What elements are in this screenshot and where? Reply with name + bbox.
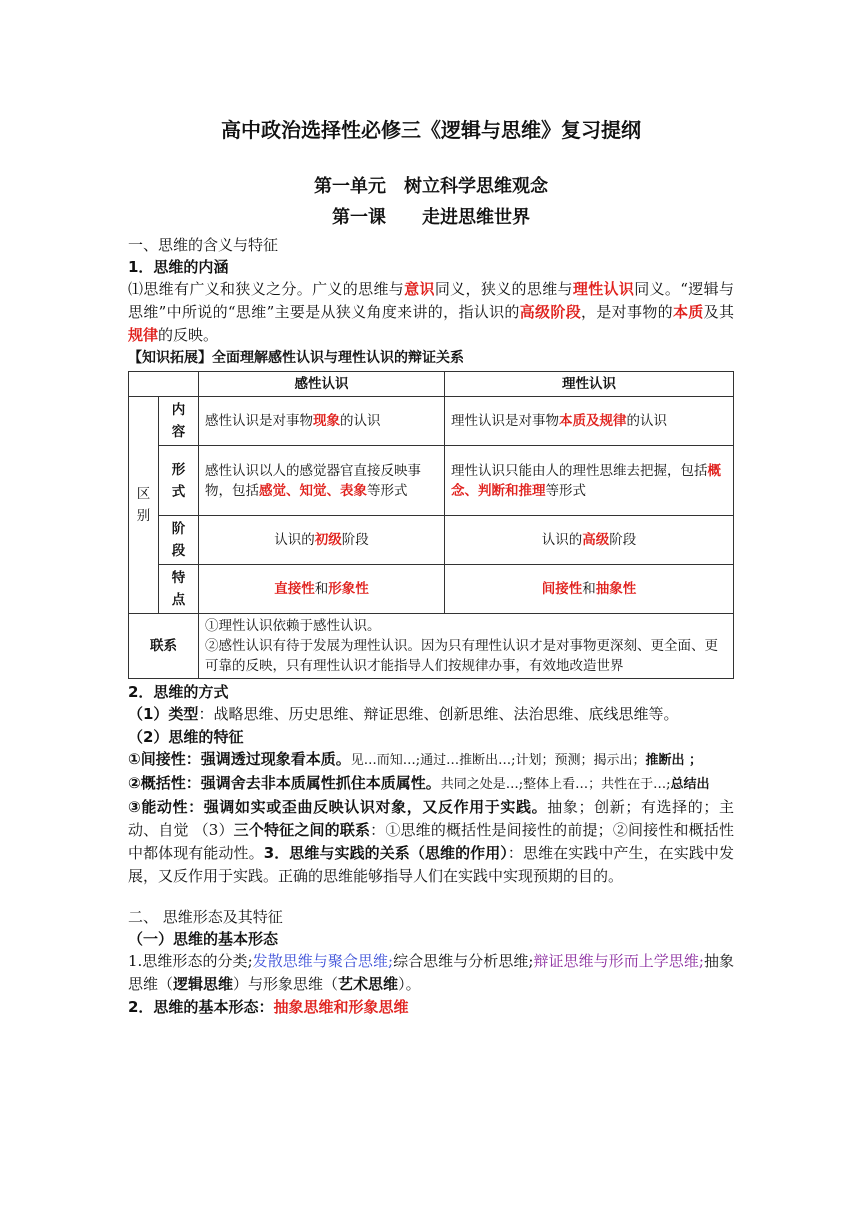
document-page	[128, 100, 734, 1019]
table-cell	[445, 446, 734, 516]
highlight-text: 本质及规律	[559, 413, 627, 429]
text-run: 及其	[703, 303, 734, 321]
highlight-text: 抽象思维和形象思维	[273, 998, 409, 1016]
text-run: 3．思维与实践的关系（思维的作用）	[263, 844, 508, 862]
section-1-heading: 一、思维的含义与特征	[128, 236, 279, 254]
text-run: ）。	[398, 975, 421, 993]
table-row	[129, 614, 734, 679]
unit-heading: 第一单元 树立科学思维观念	[314, 176, 548, 197]
table-row	[129, 397, 734, 446]
text-run: ）与形象思维（	[233, 975, 339, 993]
highlight-text: 高级阶段	[519, 303, 582, 321]
text-run: 共同之处是…;整体上看…；共性在于…;	[440, 777, 671, 792]
text-run: 三个特征之间的联系	[233, 821, 371, 839]
document-title: 高中政治选择性必修三《逻辑与思维》复习提纲	[221, 118, 641, 142]
text-run: 艺术思维	[338, 975, 399, 993]
text-run: 理性认识只能由人的理性思维去把握，包括	[451, 462, 708, 479]
highlight-text: 间接性	[541, 581, 583, 597]
highlight-text: 高级	[582, 532, 610, 548]
text-run: 1.思维形态的分类;	[128, 952, 253, 970]
text-run: 见…而知…;通过…推断出…;计划；预测；揭示出；	[350, 753, 646, 768]
column-header-rational: 理性认识	[445, 372, 734, 397]
text-run: 的认识	[626, 413, 667, 429]
table-cell	[445, 565, 734, 614]
connection-item: ②感性认识有待于发展为理性认识。因为只有理性认识才是对事物更深刻、更全面、更可靠的反映，只有理性认识才能指导人们按规律办事，有效地改造世界	[205, 638, 718, 674]
text-run: 阶段	[609, 532, 637, 548]
text-run: 2．思维的基本形态：	[128, 998, 274, 1016]
table-cell	[199, 446, 445, 516]
table-corner-cell	[129, 372, 199, 397]
text-run: ：战略思维、历史思维、辩证思维、创新思维、法治思维、底线思维等。	[198, 705, 679, 723]
row-label-features	[159, 565, 199, 614]
text-run: 等形式	[545, 482, 586, 499]
connection-item: ①理性认识依赖于感性认识。	[205, 618, 381, 634]
vertical-label: 内容	[171, 402, 186, 440]
highlight-text: 本质	[672, 303, 704, 321]
thinking-types-paragraph	[128, 703, 734, 726]
text-run: 理性认识是对事物	[451, 413, 559, 429]
text-run: 感性认识是对事物	[205, 413, 313, 429]
table-cell	[199, 614, 734, 679]
section-2-heading: 二、 思维形态及其特征	[128, 908, 283, 926]
text-run: 推断出 ；	[645, 753, 702, 768]
text-run: ：思维在实践中产生，在实践中发展，又反作用于实践。正确的思维能够指导人们在实践中实现预期的目的。	[128, 844, 734, 885]
row-label-content	[159, 397, 199, 446]
comparison-table	[128, 371, 734, 679]
subsection-1-1-heading: 1．思维的内涵	[128, 258, 229, 276]
text-run: ，是对事物的	[581, 303, 673, 321]
row-label-connection: 联系	[129, 614, 199, 679]
table-cell	[199, 516, 445, 565]
highlight-text: 规律	[128, 326, 159, 344]
text-run: 总结出	[670, 777, 710, 792]
table-row	[129, 446, 734, 516]
vertical-label: 阶段	[171, 521, 186, 559]
table-row	[129, 565, 734, 614]
highlight-text: 感觉、知觉、表象	[259, 482, 367, 499]
feature-generality	[128, 772, 734, 796]
text-run: 认识的	[274, 532, 315, 548]
text-run: 感性认识以人的感觉器官直接反映事物，包括	[205, 462, 421, 499]
highlight-text: 直接性	[274, 581, 315, 597]
text-run: 和	[314, 581, 329, 597]
text-run: ②概括性：强调舍去非本质属性抓住本质属性。	[128, 774, 441, 792]
vertical-label: 形式	[171, 461, 186, 500]
knowledge-extension-heading: 【知识拓展】全面理解感性认识与理性认识的辩证关系	[128, 350, 464, 366]
text-run: ⑴思维有广义和狭义之分。广义的思维与	[128, 280, 405, 298]
table-cell	[199, 565, 445, 614]
text-run: 综合思维与分析思维;	[393, 952, 534, 970]
subsection-2-1-heading: （一）思维的基本形态	[128, 930, 279, 948]
text-run: ③能动性：强调如实或歪曲反映认识对象，又反作用于实践。	[128, 798, 548, 816]
text-run: 的认识	[340, 413, 381, 429]
highlight-text: 初级	[314, 532, 342, 548]
highlight-text: 现象	[313, 413, 340, 429]
row-group-label-difference	[129, 397, 159, 614]
text-run: 同义，狭义的思维与	[434, 280, 573, 298]
subsection-1-2-heading: 2．思维的方式	[128, 683, 229, 701]
thinking-connotation-paragraph	[128, 278, 734, 347]
text-run: 逻辑思维	[173, 975, 234, 993]
text-run: （1）类型	[128, 705, 199, 723]
table-cell	[445, 516, 734, 565]
text-run: ：①思维的概括性是间接性的前提；②间接性和概括性中都体现有能动性。	[128, 821, 734, 862]
features-heading: （2）思维的特征	[128, 728, 244, 746]
highlight-text: 理性认识	[572, 280, 635, 298]
highlight-text: 抽象性	[595, 581, 637, 597]
highlight-text: 概念、判断和推理	[451, 462, 721, 499]
text-run: 等形式	[367, 482, 408, 499]
lesson-heading: 第一课 走进思维世界	[332, 207, 530, 228]
highlight-text: 意识	[404, 280, 435, 298]
text-run: 认识的	[541, 532, 583, 548]
highlight-text: 发散思维与聚合思维;	[252, 952, 394, 970]
text-run: 抽象；创新；有选择的；主动、自觉 （3）	[128, 798, 734, 839]
text-run: 和	[582, 581, 596, 597]
feature-indirectness	[128, 748, 734, 772]
table-cell	[199, 397, 445, 446]
row-label-form	[159, 446, 199, 516]
highlight-text: 形象性	[328, 581, 369, 597]
feature-initiative	[128, 796, 734, 888]
thinking-forms-classification	[128, 950, 734, 996]
vertical-label: 区别	[136, 486, 151, 524]
text-run: 的反映。	[158, 326, 219, 344]
text-run: 抽象思维（	[128, 952, 734, 993]
table-row	[129, 516, 734, 565]
column-header-perceptual: 感性认识	[199, 372, 445, 397]
text-run: 同义。“逻辑与思维”中所说的“思维”主要是从狭义角度来讲的，指认识的	[128, 280, 734, 321]
table-cell	[445, 397, 734, 446]
vertical-label: 特点	[171, 570, 186, 608]
highlight-text: 辩证思维与形而上学思维;	[533, 952, 704, 970]
basic-forms-line	[128, 996, 734, 1019]
table-row	[129, 372, 734, 397]
text-run: 阶段	[341, 532, 369, 548]
text-run: ①间接性：强调透过现象看本质。	[128, 750, 351, 768]
row-label-stage	[159, 516, 199, 565]
